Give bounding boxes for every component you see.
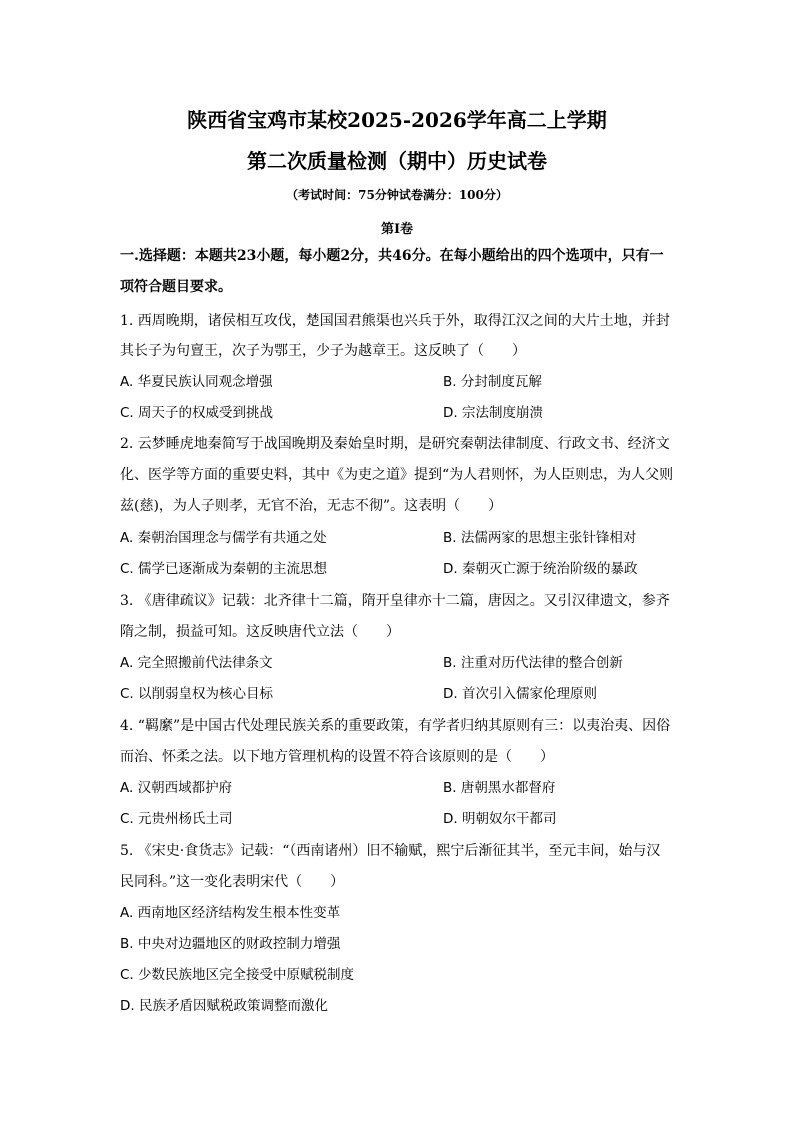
question-1-option-b: B. 分封制度瓦解: [443, 374, 542, 390]
question-2-line1: 2. 云梦睡虎地秦简写于战国晚期及秦始皇时期，是研究秦朝法律制度、行政文书、经济文: [120, 436, 670, 452]
question-1-option-c: C. 周天子的权威受到挑战: [120, 405, 274, 421]
volume-label: 第Ⅰ卷: [380, 222, 414, 237]
question-5-option-b: B. 中央对边疆地区的财政控制力增强: [120, 936, 341, 952]
question-3-option-d: D. 首次引入儒家伦理原则: [443, 686, 597, 702]
question-5-option-d: D. 民族矛盾因赋税政策调整而激化: [120, 998, 328, 1014]
question-3-line2: 隋之制，损益可知。这反映唐代立法（ ）: [120, 624, 400, 640]
question-4-option-d: D. 明朝奴尔干都司: [443, 811, 557, 827]
question-2-line3: 兹(慈)，为人子则孝，无官不治，无志不彻”。这表明（ ）: [120, 498, 503, 514]
section-instruction-line2: 项符合题目要求。: [120, 279, 232, 295]
section-instruction-line1: 一.选择题：本题共23小题，每小题2分，共46分。在每小题给出的四个选项中，只有一: [120, 248, 664, 264]
question-5-option-c: C. 少数民族地区完全接受中原赋税制度: [120, 967, 355, 983]
question-1-line1: 1. 西周晚期，诸侯相互攻伐，楚国国君熊渠也兴兵于外，取得江汉之间的大片土地，并封: [120, 313, 670, 329]
question-4-option-b: B. 唐朝黑水都督府: [443, 780, 556, 796]
question-2-line2: 化、医学等方面的重要史料，其中《为吏之道》提到“为人君则怀，为人臣则忠，为人父则: [120, 467, 674, 483]
question-2-option-c: C. 儒学已逐渐成为秦朝的主流思想: [120, 561, 328, 577]
question-4-option-a: A. 汉朝西域都护府: [120, 780, 233, 796]
question-3-line1: 3. 《唐律疏议》记载：北齐律十二篇，隋开皇律亦十二篇，唐因之。又引汉律遗文，参齐: [120, 593, 670, 609]
question-2-option-b: B. 法儒两家的思想主张针锋相对: [443, 530, 637, 546]
question-1-option-d: D. 宗法制度崩溃: [443, 405, 543, 421]
exam-title-line1: 陕西省宝鸡市某校2025-2026学年高二上学期: [187, 108, 607, 132]
question-1-line2: 其长子为句亶王，次子为鄂王，少子为越章王。这反映了（ ）: [120, 343, 526, 359]
question-1-option-a: A. 华夏民族认同观念增强: [120, 374, 273, 390]
question-4-line2: 而治、怀柔之法。以下地方管理机构的设置不符合该原则的是（ ）: [120, 749, 554, 765]
exam-info: （考试时间：75分钟试卷满分：100分）: [286, 188, 508, 202]
question-5-line1: 5. 《宋史·食货志》记载：“（西南诸州）旧不输赋，熙宁后渐征其半，至元丰间，始与汉: [120, 843, 661, 859]
question-5-line2: 民同科。”这一变化表明宋代（ ）: [120, 874, 345, 890]
question-3-option-c: C. 以削弱皇权为核心目标: [120, 686, 274, 702]
question-4-option-c: C. 元贵州杨氏土司: [120, 811, 233, 827]
question-4-line1: 4. “羁縻”是中国古代处理民族关系的重要政策，有学者归纳其原则有三：以夷治夷、因俗: [120, 718, 671, 734]
exam-title-line2: 第二次质量检测（期中）历史试卷: [247, 149, 547, 173]
question-2-option-d: D. 秦朝灭亡源于统治阶级的暴政: [443, 561, 638, 577]
question-3-option-b: B. 注重对历代法律的整合创新: [443, 655, 623, 671]
question-2-option-a: A. 秦朝治国理念与儒学有共通之处: [120, 530, 327, 546]
question-3-option-a: A. 完全照搬前代法律条文: [120, 655, 273, 671]
question-5-option-a: A. 西南地区经济结构发生根本性变革: [120, 905, 341, 921]
